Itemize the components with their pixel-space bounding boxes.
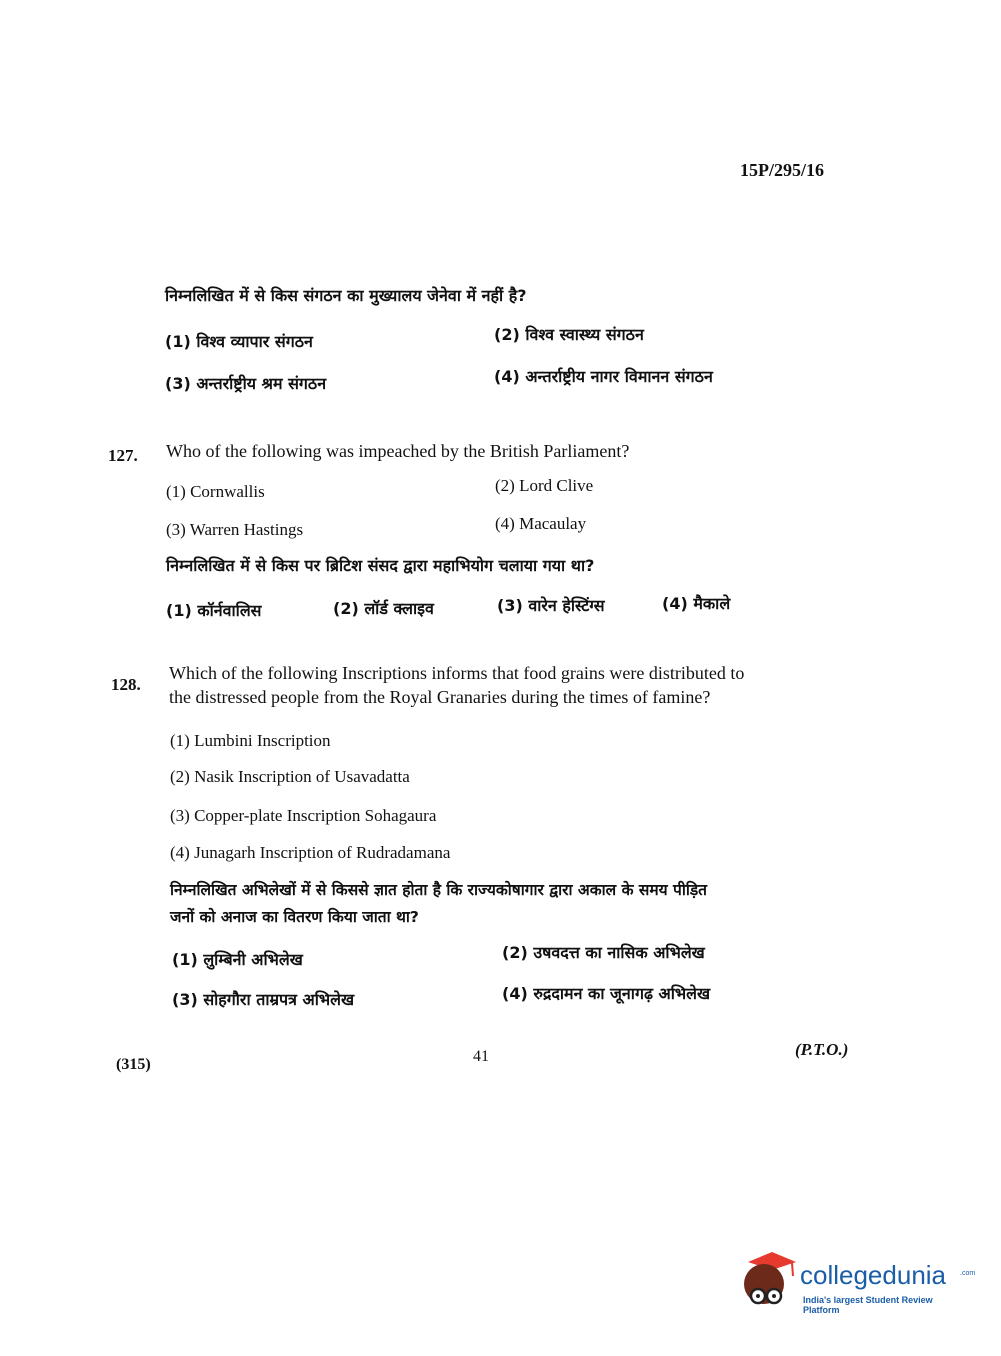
q127-hindi-option-3: (3) वारेन हेस्टिंग्स <box>497 596 605 615</box>
q128-hindi-question-line-2: जनों को अनाज का वितरण किया जाता था? <box>170 908 419 926</box>
q128-hindi-question-line-1: निम्नलिखित अभिलेखों में से किससे ज्ञात होता है कि राज्यकोषागार द्वारा अकाल के समय पीड़ित <box>170 881 707 899</box>
q127-question: Who of the following was impeached by the British Parliament? <box>166 441 630 461</box>
logo-brand-text: collegedunia <box>800 1260 947 1290</box>
q128-hindi-option-3: (3) सोहगौरा ताम्रपत्र अभिलेख <box>172 990 355 1009</box>
q128-question-line-1: Which of the following Inscriptions informs that food grains were distributed to <box>169 663 745 683</box>
q128-option-2: (2) Nasik Inscription of Usavadatta <box>170 767 410 786</box>
q127-hindi-question: निम्नलिखित में से किस पर ब्रिटिश संसद द्वारा महाभियोग चलाया गया था? <box>166 556 595 575</box>
q127-number: 127. <box>108 446 138 465</box>
q127-option-4: (4) Macaulay <box>495 514 587 533</box>
footer-page-number: 41 <box>473 1048 489 1065</box>
q128-hindi-option-1: (1) लुम्बिनी अभिलेख <box>172 950 303 969</box>
collegedunia-logo <box>742 1248 976 1315</box>
q128-question-line-2: the distressed people from the Royal Granaries during the times of famine? <box>169 687 711 707</box>
q127-hindi-option-1: (1) कॉर्नवालिस <box>166 601 262 620</box>
q127-option-2: (2) Lord Clive <box>495 476 594 495</box>
footer-pto: (P.T.O.) <box>795 1040 849 1059</box>
mascot-icon <box>742 1248 800 1314</box>
q128-hindi-option-2: (2) उषवदत्त का नासिक अभिलेख <box>502 943 705 962</box>
q128-number: 128. <box>111 675 141 694</box>
q126-hindi-option-4: (4) अन्तर्राष्ट्रीय नागर विमानन संगठन <box>494 367 713 386</box>
q128-option-1: (1) Lumbini Inscription <box>170 731 331 750</box>
q126-hindi-option-2: (2) विश्व स्वास्थ्य संगठन <box>494 325 644 344</box>
q127-hindi-option-2: (2) लॉर्ड क्लाइव <box>333 599 434 618</box>
paper-code-header: 15P/295/16 <box>740 160 824 180</box>
q127-option-1: (1) Cornwallis <box>166 482 265 501</box>
footer-paper-code: (315) <box>116 1056 151 1073</box>
q128-hindi-option-4: (4) रुद्रदामन का जूनागढ़ अभिलेख <box>502 984 711 1003</box>
logo-tagline: India's largest Student Review Platform <box>803 1295 933 1315</box>
q126-hindi-option-3: (3) अन्तर्राष्ट्रीय श्रम संगठन <box>165 374 327 393</box>
q128-option-3: (3) Copper-plate Inscription Sohagaura <box>170 806 437 825</box>
q127-option-3: (3) Warren Hastings <box>166 520 304 539</box>
q126-hindi-question: निम्नलिखित में से किस संगठन का मुख्यालय जेनेवा में नहीं है? <box>165 286 527 305</box>
q126-hindi-option-1: (1) विश्व व्यापार संगठन <box>165 332 313 351</box>
logo-com-text: .com <box>960 1270 976 1277</box>
q127-hindi-option-4: (4) मैकाले <box>662 594 731 613</box>
q128-option-4: (4) Junagarh Inscription of Rudradamana <box>170 843 451 862</box>
